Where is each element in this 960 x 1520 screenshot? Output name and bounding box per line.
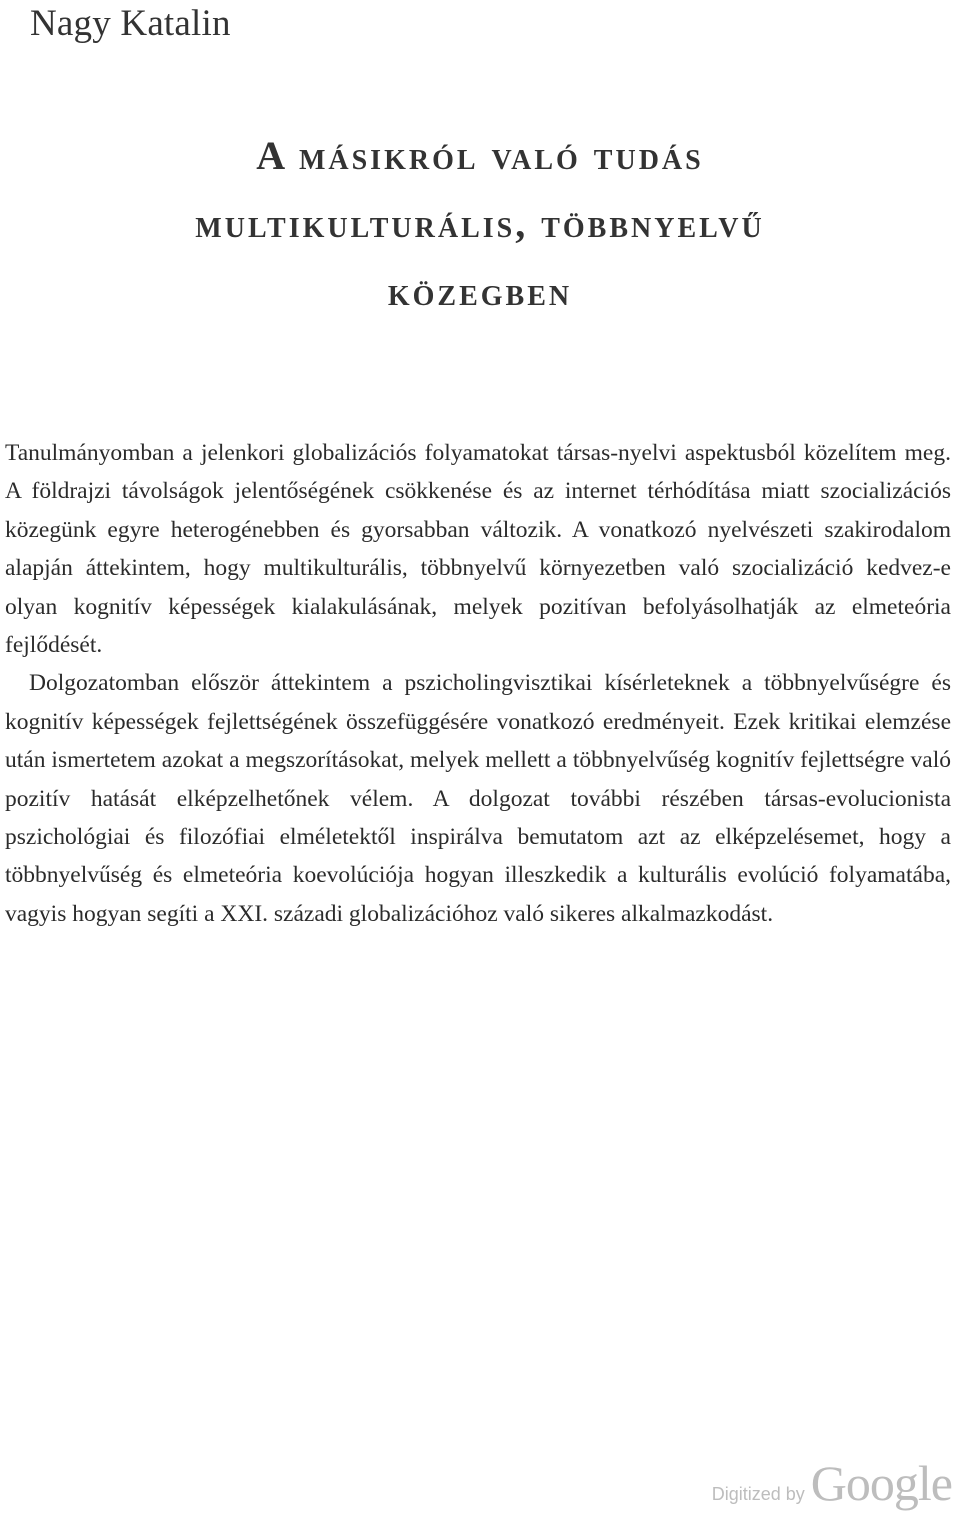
watermark-prefix: Digitized by [711,1484,805,1504]
chapter-title-line-2: multikulturális, többnyelvű [195,201,765,246]
chapter-title [0,122,960,326]
paragraph-2: Dolgozatomban először áttekintem a pszicholingvisztikai kísérleteknek a többnyelvűségre és kognitív képességek fejlettségének összefüggésére vonatkozó eredményeit. Ezek kritikai elemzése után ismertetem azokat a megszorításokat, melyek mellett a többnyelvűség kognitív fejlettségre való pozitív hatását elképzelhetőnek vélem. A dolgozat további részében társas-evolucionista pszichológiai és filozófiai elméletektől inspirálva bemutatom azt az elképzelésemet, hogy a többnyelvűség és elmeteória koevolúciója hogyan illeszkedik a kulturális evolúció folyamatába, vagyis hogyan segíti a XXI. századi globalizációhoz való sikeres alkalmazkodást. [5,670,951,927]
abstract-text [5,434,951,933]
chapter-title-line-3: közegben [387,269,573,314]
author-name: Nagy Katalin [30,3,231,44]
chapter-title-line-1: A másikról való tudás [256,133,704,178]
paragraph-1: Tanulmányomban a jelenkori globalizációs folyamatokat társas-nyelvi aspektusból közelítem meg. A földrajzi távolságok jelentőségének csökkenése és az internet térhódítása miatt szocializációs közegünk egyre heterogénebben és gyorsabban változik. A vonatkozó nyelvészeti szakirodalom alapján áttekintem, hogy multikulturális, többnyelvű környezetben való szocializáció kedvez-e olyan kognitív képességek kialakulásának, melyek pozitívan befolyásolhatják az elmeteória fejlődését. [5,440,951,659]
google-watermark [712,1454,952,1512]
google-logo: Google [810,1455,952,1511]
